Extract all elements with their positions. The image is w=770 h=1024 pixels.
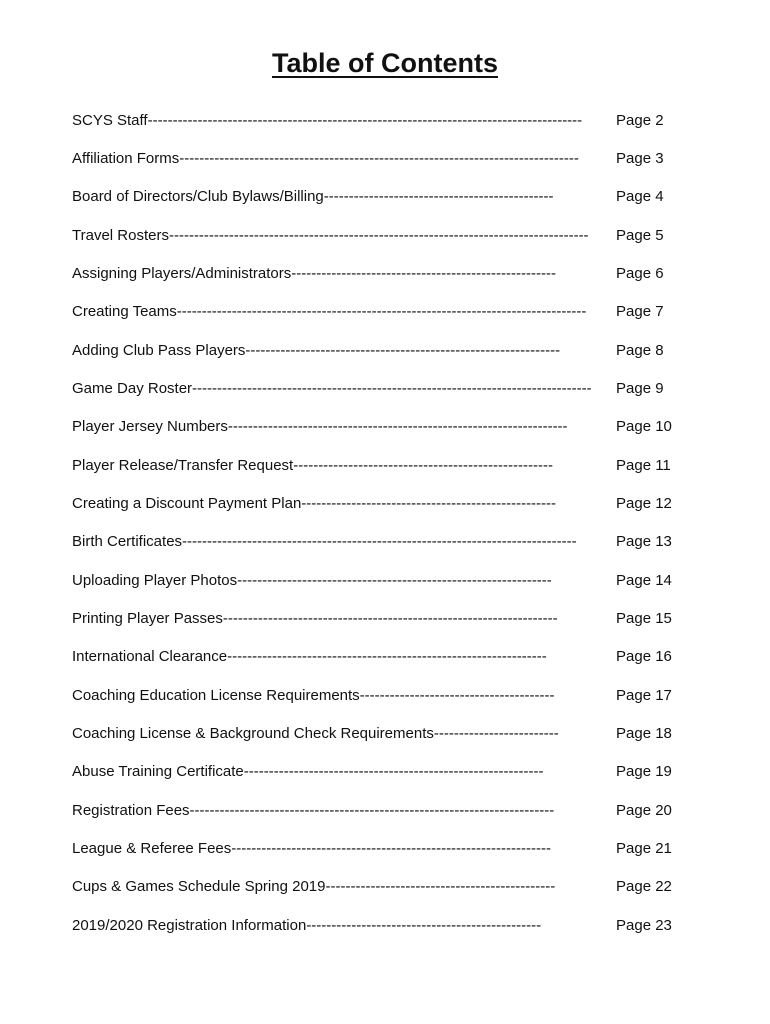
toc-entry-page: Page 18 <box>616 724 672 742</box>
toc-entry <box>72 561 692 599</box>
toc-entry-title: Game Day Roster-------------------------------------------------------------------------------- <box>72 379 592 397</box>
toc-entry-page: Page 19 <box>616 763 672 781</box>
toc-entry-page: Page 4 <box>616 188 664 206</box>
toc-entry-title: Affiliation Forms-------------------------------------------------------------------------------- <box>72 149 579 167</box>
toc-entry-page: Page 21 <box>616 839 672 857</box>
toc-entry <box>72 101 692 139</box>
toc-entry-page: Page 6 <box>616 264 664 282</box>
toc-entry <box>72 254 692 292</box>
toc-entry-page: Page 16 <box>616 648 672 666</box>
toc-entry-page: Page 2 <box>616 111 664 129</box>
toc-entry <box>72 676 692 714</box>
toc-entry <box>72 408 692 446</box>
toc-entry <box>72 293 692 331</box>
toc-entry-page: Page 22 <box>616 878 672 896</box>
toc-entry <box>72 139 692 177</box>
toc-entry-page: Page 8 <box>616 341 664 359</box>
toc-entry-page: Page 11 <box>616 456 671 474</box>
toc-entry-page: Page 13 <box>616 533 672 551</box>
toc-entry-title: Birth Certificates------------------------------------------------------------------------------- <box>72 533 577 551</box>
toc-entry <box>72 369 692 407</box>
toc-entry-page: Page 14 <box>616 571 672 589</box>
toc-entry-page: Page 10 <box>616 418 672 436</box>
toc-entry-title: Assigning Players/Administrators----------------------------------------------------- <box>72 264 556 282</box>
toc-entry <box>72 906 692 944</box>
toc-entry-page: Page 3 <box>616 149 664 167</box>
toc-entry <box>72 753 692 791</box>
toc-entry <box>72 484 692 522</box>
toc-entry-page: Page 15 <box>616 609 672 627</box>
toc-entry-page: Page 9 <box>616 379 664 397</box>
toc-entry-title: Creating a Discount Payment Plan--------------------------------------------------- <box>72 494 557 512</box>
toc-entry <box>72 331 692 369</box>
toc-entry-page: Page 7 <box>616 303 664 321</box>
toc-entry-page: Page 5 <box>616 226 664 244</box>
toc-entry <box>72 599 692 637</box>
toc-entry-title: Cups & Games Schedule Spring 2019---------------------------------------------- <box>72 878 556 896</box>
toc-entry <box>72 178 692 216</box>
toc-entry-title: 2019/2020 Registration Information----------------------------------------------- <box>72 916 542 934</box>
toc-entry <box>72 714 692 752</box>
toc-entry <box>72 791 692 829</box>
page-title: Table of Contents <box>272 48 498 78</box>
toc-entry-page: Page 12 <box>616 494 672 512</box>
toc-entry-title: Registration Fees------------------------------------------------------------------------- <box>72 801 555 819</box>
toc-entry-page: Page 20 <box>616 801 672 819</box>
toc-entry-title: Coaching License & Background Check Requirements------------------------- <box>72 724 559 742</box>
toc-entry <box>72 638 692 676</box>
toc-entry-title: Printing Player Passes------------------------------------------------------------------- <box>72 609 558 627</box>
toc-entry-page: Page 17 <box>616 686 672 704</box>
toc-entry-title: Player Jersey Numbers-------------------------------------------------------------------- <box>72 418 568 436</box>
table-of-contents <box>72 101 692 944</box>
toc-entry-title: Creating Teams---------------------------------------------------------------------------------- <box>72 303 587 321</box>
toc-entry <box>72 829 692 867</box>
toc-entry-title: Board of Directors/Club Bylaws/Billing---------------------------------------------- <box>72 188 554 206</box>
toc-entry-title: League & Referee Fees---------------------------------------------------------------- <box>72 839 551 857</box>
toc-entry-title: Travel Rosters------------------------------------------------------------------------------------ <box>72 226 589 244</box>
toc-entry <box>72 523 692 561</box>
toc-entry <box>72 216 692 254</box>
toc-entry-title: International Clearance---------------------------------------------------------------- <box>72 648 547 666</box>
toc-entry <box>72 446 692 484</box>
toc-entry-title: Adding Club Pass Players--------------------------------------------------------------- <box>72 341 561 359</box>
toc-entry-title: SCYS Staff--------------------------------------------------------------------------------------- <box>72 111 583 129</box>
toc-entry <box>72 868 692 906</box>
toc-entry-title: Uploading Player Photos--------------------------------------------------------------- <box>72 571 552 589</box>
toc-entry-page: Page 23 <box>616 916 672 934</box>
toc-entry-title: Abuse Training Certificate------------------------------------------------------------ <box>72 763 544 781</box>
toc-entry-title: Coaching Education License Requirements--------------------------------------- <box>72 686 555 704</box>
toc-entry-title: Player Release/Transfer Request---------------------------------------------------- <box>72 456 553 474</box>
